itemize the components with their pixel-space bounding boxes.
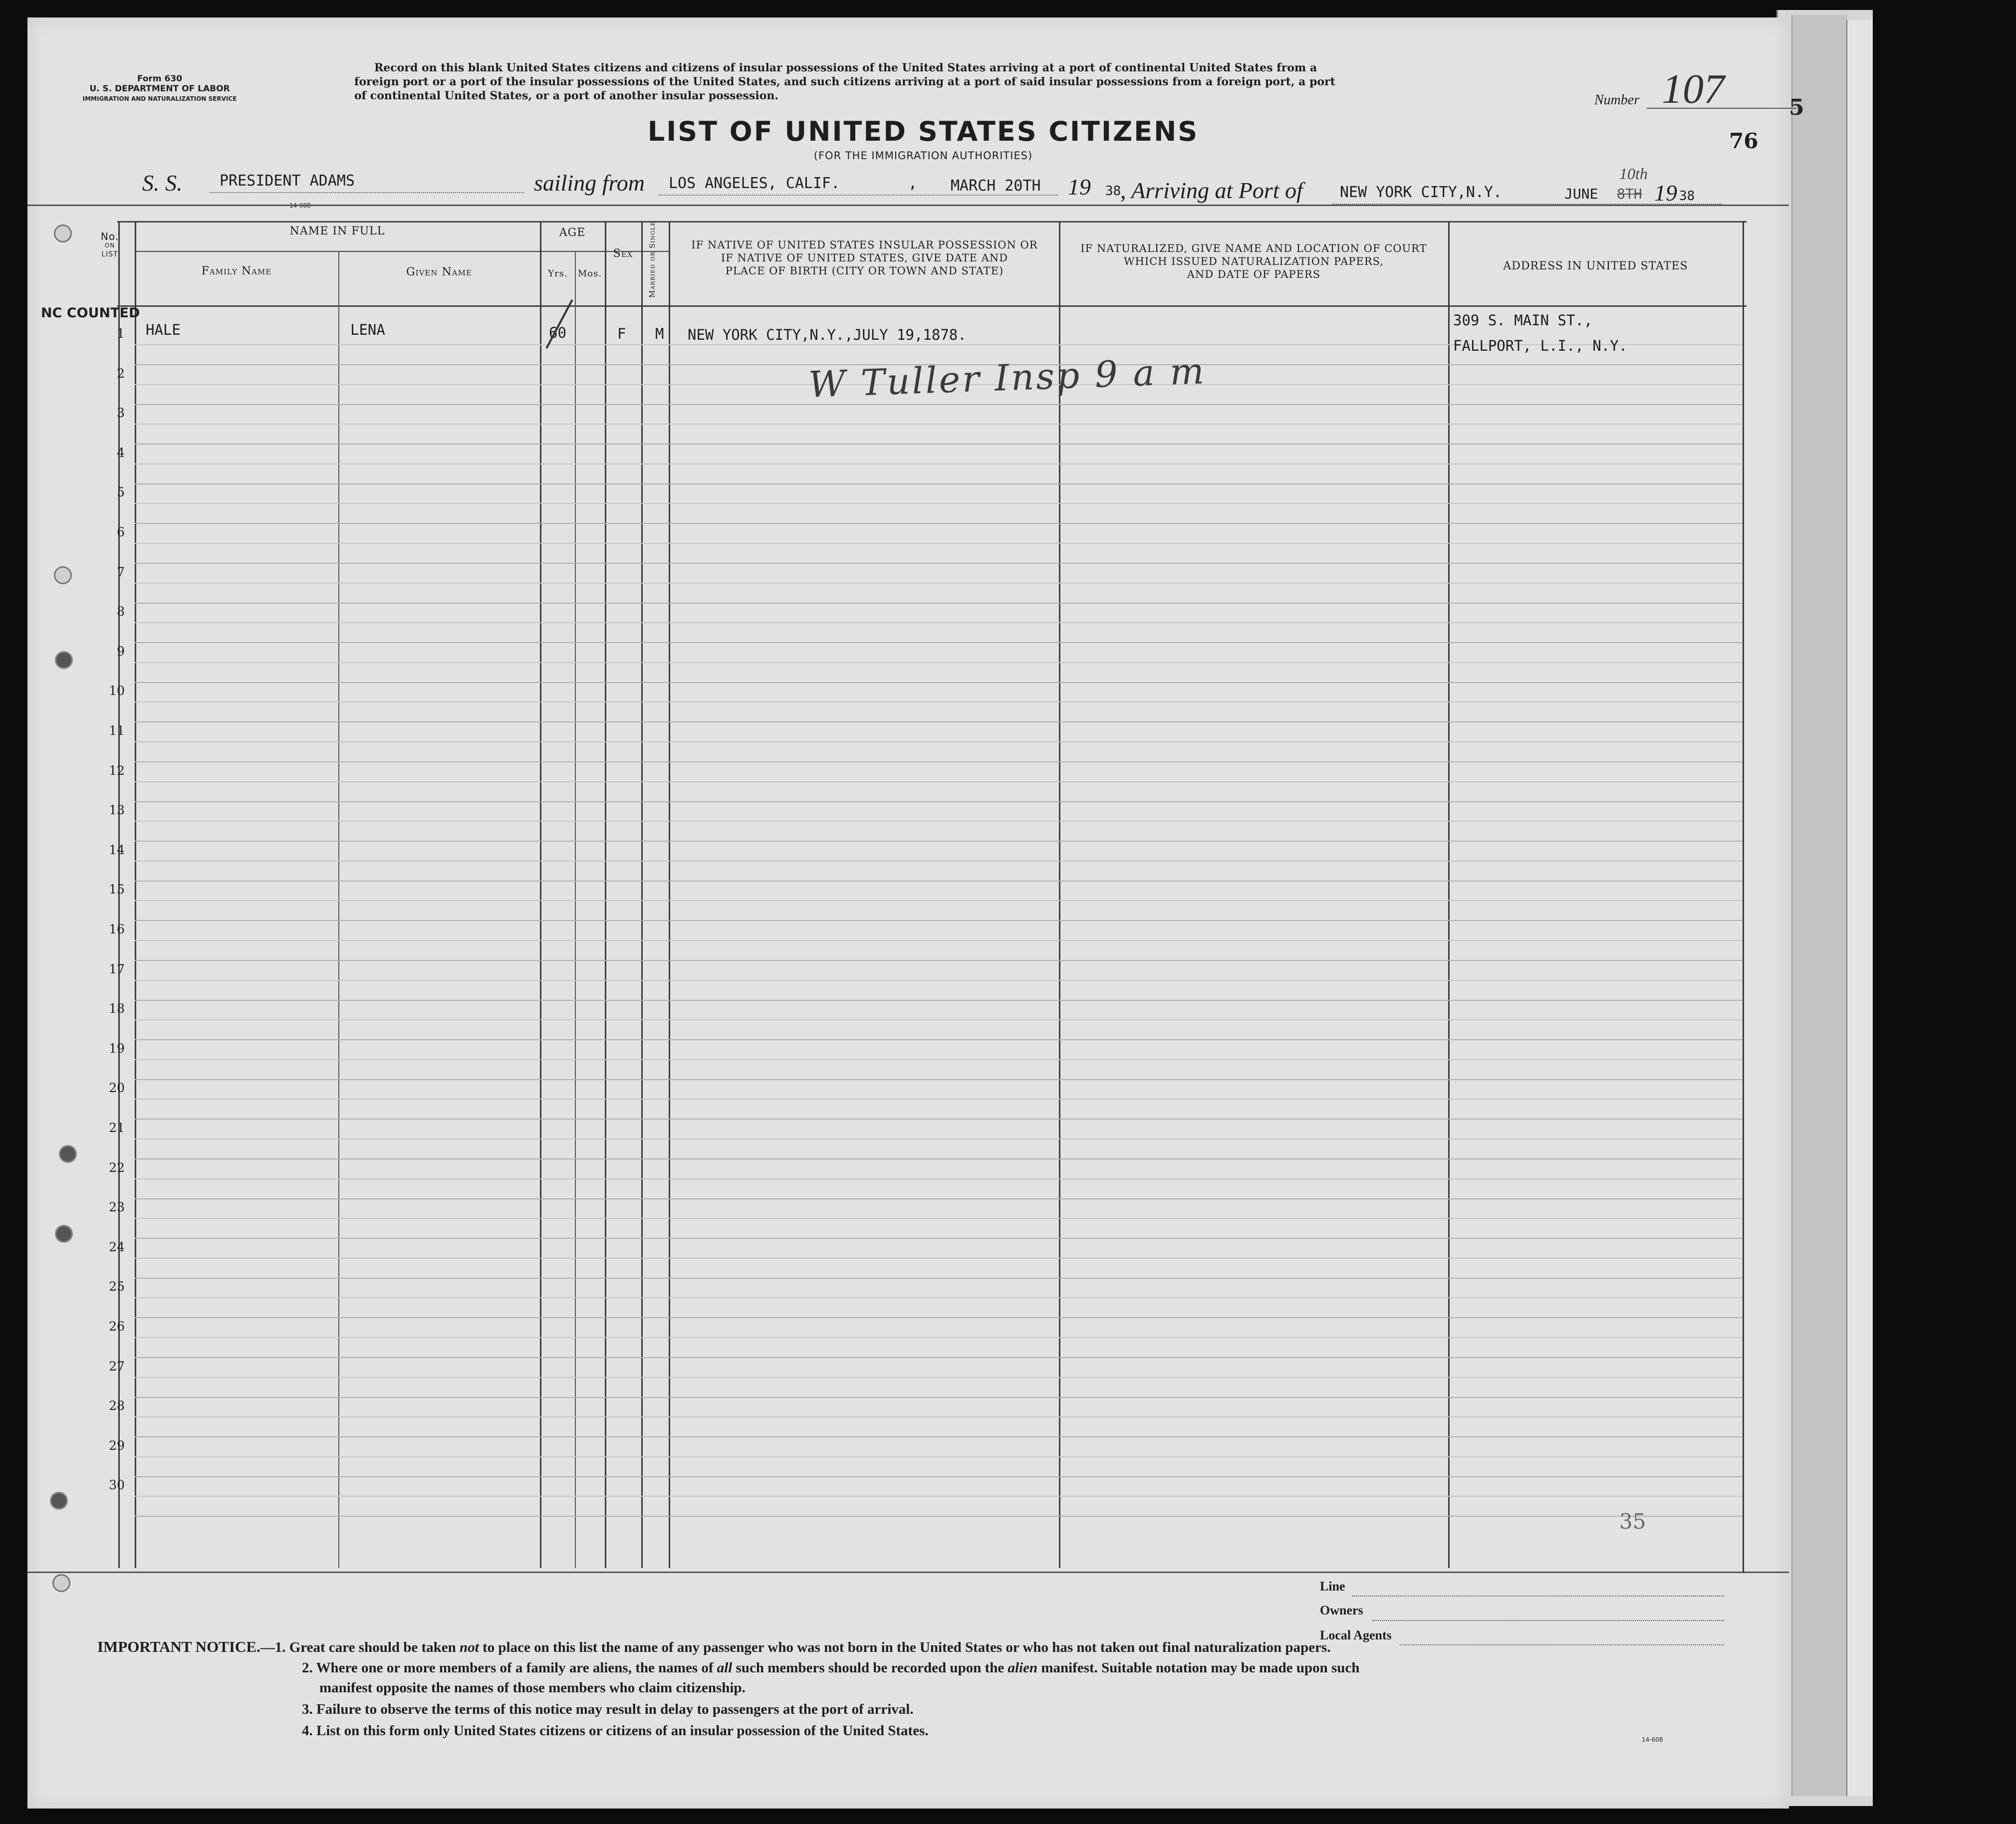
footer-agents-label: Local Agents bbox=[1320, 1628, 1392, 1642]
row-rule-line bbox=[135, 1357, 1743, 1358]
row-half-rule-line bbox=[135, 1178, 1743, 1179]
row-number: 12 bbox=[109, 763, 125, 778]
binder-hole-icon bbox=[59, 1145, 77, 1163]
row-half-rule-line bbox=[135, 1258, 1743, 1259]
arrival-port: NEW YORK CITY,N.Y. bbox=[1340, 184, 1503, 201]
col-header-no-line: No. bbox=[100, 230, 119, 242]
year-prefix: 19 bbox=[1068, 174, 1091, 200]
notice-item-2-emphasis: all bbox=[717, 1660, 733, 1676]
back-page-edge-2 bbox=[1846, 20, 1872, 1796]
col-header-sex: Sex bbox=[613, 247, 633, 260]
row-number: 5 bbox=[117, 485, 125, 500]
notice-item-2-part: 2. Where one or more members of a family are aliens, the names of bbox=[302, 1660, 717, 1676]
col-header-naturalized-line: WHICH ISSUED NATURALIZATION PAPERS, bbox=[1124, 255, 1384, 267]
handwritten-inspector-note: W Tuller Insp 9 a m bbox=[807, 350, 1207, 406]
row-rule-line bbox=[135, 1516, 1743, 1517]
row-number: 18 bbox=[109, 1001, 125, 1016]
footer-owners-label: Owners bbox=[1320, 1603, 1363, 1617]
footer-printer-code: 14-608 bbox=[1642, 1736, 1663, 1743]
row-rule-line bbox=[135, 523, 1743, 524]
col-header-no-line: LIST bbox=[101, 250, 118, 258]
row-half-rule-line bbox=[135, 424, 1743, 425]
row-rule-line bbox=[135, 960, 1743, 961]
row-number: 2 bbox=[117, 366, 125, 381]
col-divider bbox=[338, 251, 339, 1568]
important-notice-line-4: 4. List on this form only United States citizens or citizens of an insular possession of the United States. bbox=[302, 1723, 929, 1739]
col-header-native bbox=[671, 238, 1058, 277]
row-half-rule-line bbox=[135, 622, 1743, 623]
row-rule-line bbox=[135, 1476, 1743, 1477]
from-port: LOS ANGELES, CALIF. bbox=[669, 175, 840, 192]
ship-underline bbox=[210, 192, 524, 193]
important-notice-line-1 bbox=[97, 1636, 1744, 1658]
row-number: 1 bbox=[117, 326, 125, 341]
back-page-edge bbox=[1791, 15, 1847, 1796]
row-rule-line bbox=[135, 920, 1743, 921]
page-title: LIST OF UNITED STATES CITIZENS bbox=[647, 116, 1199, 147]
row-number: 17 bbox=[109, 961, 125, 976]
arriving-label: , Arriving at Port of bbox=[1120, 178, 1303, 203]
row-number: 26 bbox=[109, 1319, 125, 1334]
row-half-rule-line bbox=[135, 1059, 1743, 1060]
row-half-rule-line bbox=[135, 1297, 1743, 1298]
row-number: 29 bbox=[109, 1438, 125, 1453]
instruction-line: foreign port or a port of the insular possessions of the United States, and such citizens arriving at a port of said insular possessions from a foreign port, a port bbox=[354, 75, 1335, 88]
row-number: 13 bbox=[109, 803, 125, 818]
row-half-rule-line bbox=[135, 741, 1743, 742]
from-port-underline bbox=[659, 195, 1058, 196]
notice-item-2-part: manifest. Suitable notation may be made upon such bbox=[1037, 1660, 1360, 1676]
row-half-rule-line bbox=[135, 1218, 1743, 1219]
row-half-rule-line bbox=[135, 1416, 1743, 1417]
col-divider bbox=[1743, 221, 1744, 1573]
row-rule-line bbox=[135, 841, 1743, 842]
important-notice-line-2 bbox=[302, 1657, 1749, 1678]
row-number: 16 bbox=[109, 922, 125, 936]
row-half-rule-line bbox=[135, 662, 1743, 663]
arrival-year-prefix: 19 bbox=[1654, 180, 1677, 206]
notice-item-1-part: to place on this list the name of any passenger who was not born in the United States or who has not taken out final naturalization papers. bbox=[479, 1639, 1331, 1655]
row-number: 20 bbox=[109, 1081, 125, 1096]
col-header-naturalized bbox=[1060, 242, 1447, 281]
counted-stamp: NC COUNTED bbox=[41, 305, 140, 321]
row-rule-line bbox=[135, 603, 1743, 604]
row-number: 3 bbox=[117, 406, 125, 421]
sail-year: 38 bbox=[1105, 184, 1121, 199]
row-half-rule-line bbox=[135, 583, 1743, 584]
row-rule-line bbox=[135, 1397, 1743, 1398]
binder-hole-icon bbox=[55, 651, 73, 669]
notice-item-1-emphasis: not bbox=[460, 1639, 479, 1655]
row-rule-line bbox=[135, 721, 1743, 722]
row-number: 8 bbox=[117, 604, 125, 619]
binder-hole-icon bbox=[54, 225, 72, 242]
instruction-line: of continental United States, or a port of another insular possession. bbox=[354, 89, 779, 102]
row-half-rule-line bbox=[135, 463, 1743, 464]
number-value: 107 bbox=[1662, 66, 1725, 112]
row-half-rule-line bbox=[135, 821, 1743, 822]
table-top-border bbox=[27, 205, 1789, 206]
row-1-address-line-1: 309 S. MAIN ST., bbox=[1453, 312, 1593, 329]
instruction-line: Record on this blank United States citizens and citizens of insular possessions of the United States arriving at a port of continental United States from a bbox=[374, 61, 1317, 74]
arrival-month: JUNE bbox=[1564, 186, 1598, 202]
row-number: 9 bbox=[117, 644, 125, 659]
page-number: 76 bbox=[1729, 129, 1759, 153]
col-divider bbox=[669, 221, 670, 1568]
important-notice-line-2b: manifest opposite the names of those members who claim citizenship. bbox=[319, 1680, 746, 1696]
row-number: 7 bbox=[117, 564, 125, 579]
arrival-day-written: 10th bbox=[1619, 165, 1648, 183]
row-half-rule-line bbox=[135, 1496, 1743, 1497]
row-rule-line bbox=[135, 1119, 1743, 1120]
row-1-sex: F bbox=[617, 325, 626, 342]
row-rule-line bbox=[135, 1436, 1743, 1437]
form-number bbox=[70, 74, 250, 104]
ss-label: S. S. bbox=[142, 170, 183, 196]
row-number: 15 bbox=[109, 882, 125, 897]
row-rule-line bbox=[135, 1278, 1743, 1279]
row-rule-line bbox=[135, 881, 1743, 882]
instructions bbox=[354, 61, 1502, 103]
row-number: 24 bbox=[109, 1239, 125, 1254]
col-divider bbox=[540, 221, 541, 1568]
row-number: 30 bbox=[109, 1478, 125, 1493]
row-rule-line bbox=[135, 1317, 1743, 1318]
row-number: 4 bbox=[117, 445, 125, 460]
row-number: 6 bbox=[117, 525, 125, 539]
row-number: 21 bbox=[109, 1121, 125, 1135]
notice-item-1-part: —1. Great care should be taken bbox=[260, 1639, 460, 1655]
col-header-family-name: Family Name bbox=[201, 265, 272, 277]
col-divider bbox=[135, 221, 136, 1568]
row-half-rule-line bbox=[135, 1099, 1743, 1100]
row-number: 14 bbox=[109, 842, 125, 857]
row-half-rule-line bbox=[135, 1139, 1743, 1140]
col-header-no bbox=[90, 232, 130, 259]
col-header-marital: Married or Single bbox=[648, 221, 657, 298]
row-half-rule-line bbox=[135, 503, 1743, 504]
col-header-address: ADDRESS IN UNITED STATES bbox=[1503, 260, 1688, 272]
col-header-no-line: ON bbox=[104, 242, 115, 249]
col-header-native-line: PLACE OF BIRTH (CITY OR TOWN AND STATE) bbox=[725, 265, 1004, 277]
comma-separator: , bbox=[908, 175, 918, 192]
table-top-border-2 bbox=[117, 221, 1747, 223]
binder-hole-icon bbox=[55, 1225, 73, 1243]
table-bottom-border bbox=[27, 1572, 1789, 1573]
binder-hole-icon bbox=[52, 1574, 70, 1592]
right-edge-mark: 5 bbox=[1789, 95, 1804, 120]
col-divider bbox=[1448, 221, 1450, 1568]
service-name: IMMIGRATION AND NATURALIZATION SERVICE bbox=[82, 95, 237, 102]
notice-item-2-part: such members should be recorded upon the bbox=[732, 1660, 1008, 1676]
row-rule-line bbox=[135, 404, 1743, 405]
row-number: 27 bbox=[109, 1359, 125, 1373]
row-number: 23 bbox=[109, 1200, 125, 1215]
ship-name: PRESIDENT ADAMS bbox=[220, 172, 355, 190]
col-divider bbox=[641, 221, 643, 1568]
col-header-native-line: IF NATIVE OF UNITED STATES INSULAR POSSESSION OR bbox=[691, 239, 1038, 251]
header-divider bbox=[135, 251, 669, 252]
row-number: 19 bbox=[109, 1041, 125, 1056]
row-number: 11 bbox=[109, 723, 125, 738]
form-number-text: Form 630 bbox=[137, 74, 183, 84]
row-half-rule-line bbox=[135, 543, 1743, 544]
col-header-naturalized-line: AND DATE OF PAPERS bbox=[1187, 268, 1321, 280]
arrival-day-struck: 8TH bbox=[1617, 186, 1642, 202]
row-rule-line bbox=[135, 1079, 1743, 1080]
row-half-rule-line bbox=[135, 1377, 1743, 1378]
row-rule-line bbox=[135, 444, 1743, 445]
row-number: 22 bbox=[109, 1160, 125, 1175]
col-header-age: AGE bbox=[559, 227, 586, 239]
col-header-name-in-full: NAME IN FULL bbox=[289, 225, 385, 237]
row-half-rule-line bbox=[135, 940, 1743, 941]
row-rule-line bbox=[135, 801, 1743, 802]
manifest-sheet bbox=[27, 17, 1789, 1809]
header-bottom-border bbox=[117, 305, 1747, 307]
row-rule-line bbox=[135, 682, 1743, 683]
col-header-native-line: IF NATIVE OF UNITED STATES, GIVE DATE AND bbox=[721, 252, 1008, 264]
sail-date: MARCH 20TH bbox=[951, 177, 1041, 195]
row-half-rule-line bbox=[135, 1337, 1743, 1338]
important-notice-line-3: 3. Failure to observe the terms of this notice may result in delay to passengers at the port of arrival. bbox=[302, 1701, 914, 1717]
row-rule-line bbox=[135, 1198, 1743, 1199]
row-rule-line bbox=[135, 483, 1743, 484]
department-name: U. S. DEPARTMENT OF LABOR bbox=[89, 84, 230, 94]
row-half-rule-line bbox=[135, 980, 1743, 981]
number-label: Number bbox=[1594, 92, 1640, 108]
notice-heading: IMPORTANT NOTICE. bbox=[97, 1638, 260, 1655]
arrival-year: 38 bbox=[1679, 189, 1695, 204]
binder-hole-icon bbox=[50, 1492, 68, 1510]
row-half-rule-line bbox=[135, 781, 1743, 782]
footer-owners-rule bbox=[1372, 1620, 1724, 1621]
row-number: 10 bbox=[109, 684, 125, 698]
col-header-naturalized-line: IF NATURALIZED, GIVE NAME AND LOCATION OF COURT bbox=[1080, 242, 1427, 254]
row-1-marital: M bbox=[655, 325, 664, 342]
col-header-yrs: Yrs. bbox=[548, 268, 568, 279]
col-divider bbox=[575, 251, 576, 1568]
row-rule-line bbox=[135, 642, 1743, 643]
col-divider bbox=[605, 221, 606, 1568]
row-number: 28 bbox=[109, 1398, 125, 1413]
notice-item-2-emphasis: alien bbox=[1008, 1660, 1038, 1676]
binder-hole-icon bbox=[54, 566, 72, 584]
row-1-address-line-2: FALLPORT, L.I., N.Y. bbox=[1453, 337, 1628, 354]
row-half-rule-line bbox=[135, 861, 1743, 862]
bottom-number: 35 bbox=[1619, 1509, 1646, 1534]
row-rule-line bbox=[135, 1238, 1743, 1239]
row-number: 25 bbox=[109, 1279, 125, 1294]
row-1-family-name: HALE bbox=[146, 321, 181, 338]
row-half-rule-line bbox=[135, 701, 1743, 702]
row-1-birth: NEW YORK CITY,N.Y.,JULY 19,1878. bbox=[688, 326, 967, 343]
sailing-label: sailing from bbox=[534, 170, 645, 196]
row-rule-line bbox=[135, 1158, 1743, 1159]
page-subtitle: (FOR THE IMMIGRATION AUTHORITIES) bbox=[813, 150, 1033, 162]
row-1-given-name: LENA bbox=[350, 321, 385, 338]
row-half-rule-line bbox=[135, 1019, 1743, 1020]
row-rule-line bbox=[135, 1000, 1743, 1001]
printer-code: 14-608 bbox=[289, 202, 311, 209]
col-divider bbox=[1059, 221, 1060, 1568]
row-half-rule-line bbox=[135, 1456, 1743, 1457]
col-header-mos: Mos. bbox=[577, 268, 602, 279]
row-rule-line bbox=[135, 1039, 1743, 1040]
footer-line-label: Line bbox=[1320, 1579, 1345, 1594]
col-header-given-name: Given Name bbox=[406, 266, 472, 278]
row-rule-line bbox=[135, 563, 1743, 564]
row-rule-line bbox=[135, 761, 1743, 762]
row-half-rule-line bbox=[135, 900, 1743, 901]
row-1-age-years: 60 bbox=[549, 324, 566, 341]
